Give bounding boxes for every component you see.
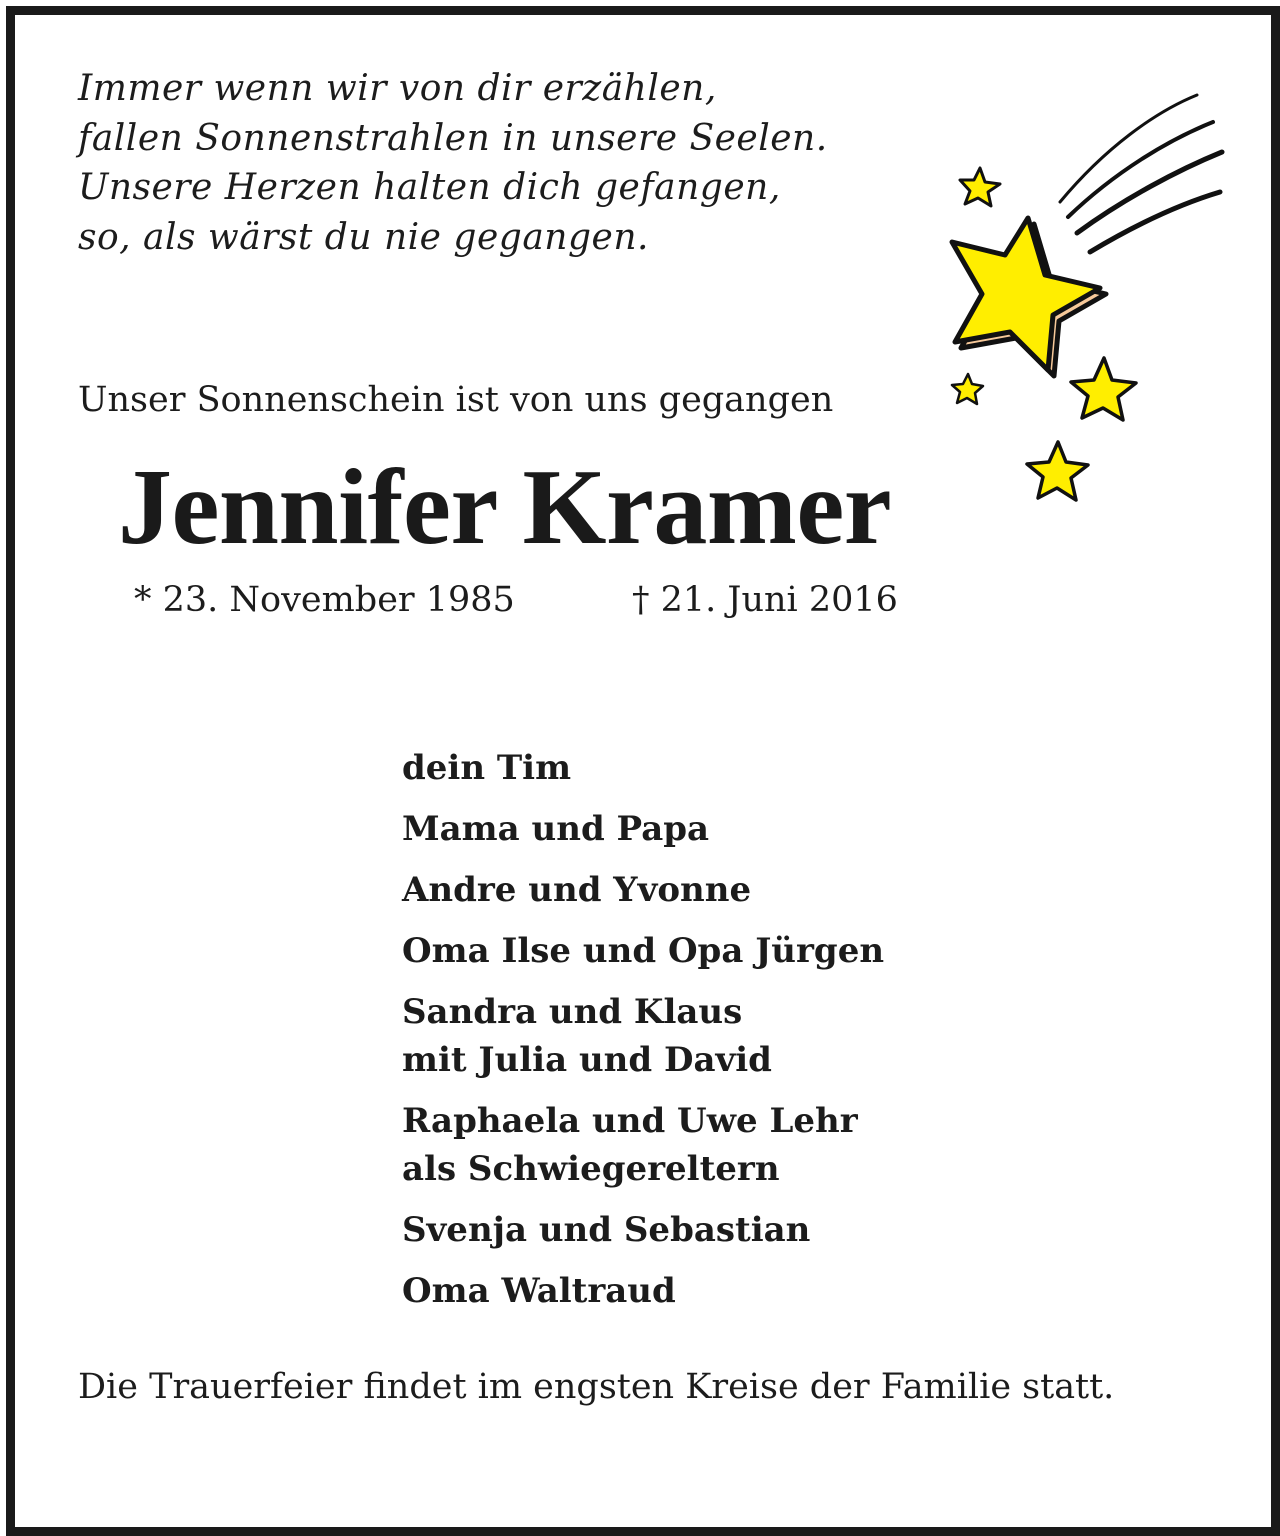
mourner-line: Mama und Papa: [402, 809, 710, 849]
mourner-entry: [402, 1097, 884, 1193]
mourners-list: [402, 744, 884, 1328]
mourner-line: Svenja und Sebastian: [402, 1210, 811, 1250]
mourner-entry: [402, 1267, 884, 1315]
mourner-line: dein Tim: [402, 748, 572, 788]
mourner-line: Sandra und Klaus: [402, 992, 743, 1032]
mourner-line: Oma Waltraud: [402, 1271, 676, 1311]
small-star-top: [960, 168, 1000, 206]
mourner-entry: [402, 866, 884, 914]
poem-line: fallen Sonnenstrahlen in unsere Seelen.: [78, 117, 828, 159]
mourner-line: als Schwiegereltern: [402, 1149, 780, 1189]
trail-lines: [1060, 95, 1222, 252]
poem-line: Immer wenn wir von dir erzählen,: [78, 68, 717, 109]
medium-star-bottom: [1027, 442, 1088, 500]
shooting-stars-icon: [920, 80, 1240, 530]
mourner-entry: [402, 927, 884, 975]
poem-line: so, als wärst du nie gegangen.: [78, 216, 649, 258]
funeral-note: Die Trauerfeier findet im engsten Kreise der Familie statt.: [78, 1367, 1115, 1407]
mourner-entry: [402, 1206, 884, 1254]
mourner-line: Raphaela und Uwe Lehr: [402, 1101, 858, 1141]
mourner-line: Andre und Yvonne: [402, 870, 752, 910]
mourner-entry: [402, 744, 884, 792]
intro-text: Unser Sonnenschein ist von uns gegangen: [78, 380, 834, 420]
mourner-entry: [402, 805, 884, 853]
medium-star-right: [1071, 358, 1136, 420]
mourner-line: mit Julia und David: [402, 1040, 772, 1080]
deceased-name: Jennifer Kramer: [118, 448, 892, 567]
tiny-star: [952, 374, 983, 404]
birth-date: * 23. November 1985: [134, 580, 515, 620]
mourner-line: Oma Ilse und Opa Jürgen: [402, 931, 885, 971]
death-date: † 21. Juni 2016: [632, 580, 898, 620]
poem: [78, 64, 828, 262]
poem-line: Unsere Herzen halten dich gefangen,: [78, 167, 781, 208]
mourner-entry: [402, 988, 884, 1084]
